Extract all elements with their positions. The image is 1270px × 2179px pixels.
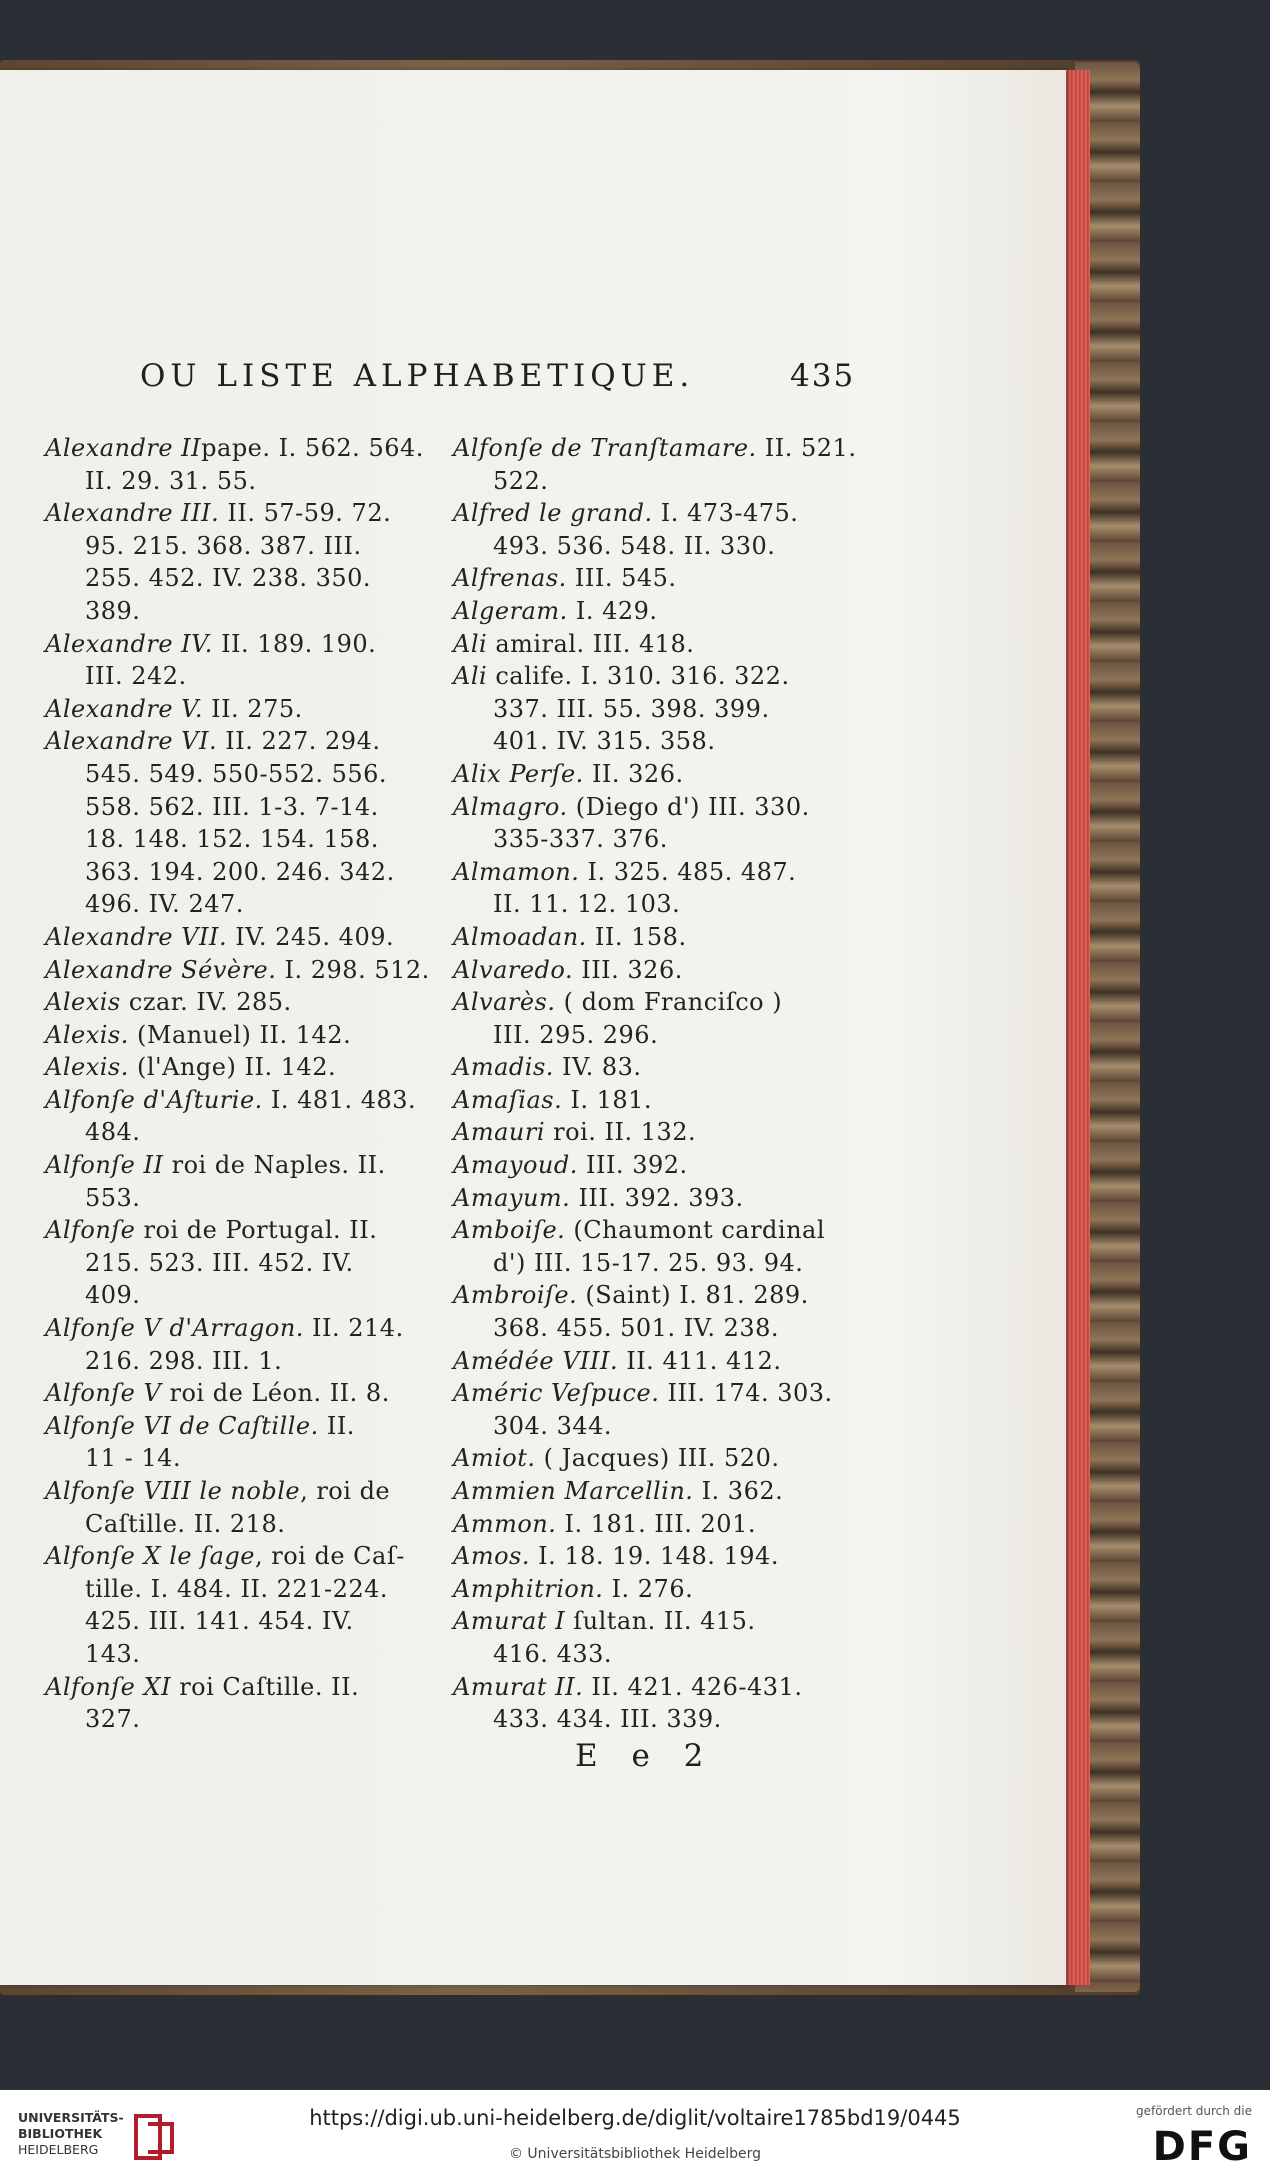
index-entry-refs: , roi de Caſ-	[255, 1542, 405, 1571]
index-line	[45, 693, 440, 726]
index-entry-refs: I. 181.	[562, 1085, 653, 1114]
index-line	[45, 497, 440, 530]
index-entry-name: Alexandre VI.	[45, 727, 218, 756]
index-entry-refs: 493. 536. 548. II. 330.	[493, 531, 776, 560]
index-entry-name: Amiot.	[453, 1444, 536, 1473]
index-line	[45, 1279, 440, 1312]
index-entry-refs: I. 276.	[603, 1574, 694, 1603]
index-entry-refs: I. 298. 512.	[276, 955, 430, 984]
index-entry-refs: III. 326.	[573, 955, 683, 984]
index-entry-refs: 389.	[85, 596, 141, 625]
library-line-3: HEIDELBERG	[18, 2142, 99, 2157]
signature-mark: E e 2	[575, 1738, 716, 1774]
index-line	[453, 823, 853, 856]
index-entry-name: Alfonſe d'Aſturie.	[45, 1085, 263, 1114]
index-line	[453, 856, 853, 889]
index-line	[453, 1410, 853, 1443]
index-line	[453, 1116, 853, 1149]
index-entry-refs: III. 295. 296.	[493, 1020, 659, 1049]
index-line	[45, 530, 440, 563]
index-line	[45, 758, 440, 791]
index-entry-refs: roi de Léon. II. 8.	[161, 1379, 390, 1408]
index-line	[453, 1605, 853, 1638]
index-entry-refs: 143.	[85, 1639, 141, 1668]
index-line	[45, 1475, 440, 1508]
footer-bar	[0, 2090, 1270, 2179]
index-entry-refs: II.	[318, 1411, 355, 1440]
index-entry-refs: 18. 148. 152. 154. 158.	[85, 825, 379, 854]
index-line	[453, 562, 853, 595]
index-entry-refs: 409.	[85, 1281, 141, 1310]
index-entry-name: Amadis.	[453, 1053, 554, 1082]
index-line	[45, 660, 440, 693]
index-line	[45, 725, 440, 758]
index-line	[45, 1703, 440, 1736]
index-entry-refs: I. 18. 19. 148. 194.	[529, 1542, 779, 1571]
index-entry-refs: czar. IV. 285.	[120, 988, 292, 1017]
index-entry-name: Alexandre Sévère.	[45, 955, 277, 984]
index-entry-name: Alfonſe de Tranſtamare.	[453, 434, 757, 462]
index-entry-refs: II. 57-59. 72.	[219, 499, 392, 528]
index-entry-refs: IV. 245. 409.	[227, 922, 395, 951]
running-head: OU LISTE ALPHABETIQUE.	[140, 358, 695, 394]
index-line	[453, 1051, 853, 1084]
index-entry-refs: 433. 434. III. 339.	[493, 1705, 722, 1734]
index-entry-refs: II. 189. 190.	[212, 629, 377, 658]
index-entry-name: Amos.	[453, 1542, 530, 1571]
index-entry-refs: 95. 215. 368. 387. III.	[85, 531, 362, 560]
index-line	[45, 1051, 440, 1084]
index-entry-name: Alfonſe II	[45, 1151, 164, 1180]
index-entry-name: Améric Veſpuce.	[453, 1379, 660, 1408]
index-entry-refs: ſultan. II. 415.	[565, 1607, 756, 1636]
index-entry-refs: II. 521.	[756, 434, 857, 462]
index-line	[453, 1279, 853, 1312]
index-line	[45, 921, 440, 954]
index-entry-name: Alexis.	[45, 1053, 129, 1082]
index-line	[45, 595, 440, 628]
index-line	[45, 954, 440, 987]
index-entry-name: Alexandre IV.	[45, 629, 213, 658]
index-entry-refs: 553.	[85, 1183, 141, 1212]
index-line	[453, 1312, 853, 1345]
index-line	[45, 823, 440, 856]
index-entry-refs: (Manuel) II. 142.	[128, 1020, 352, 1049]
index-line	[45, 1410, 440, 1443]
index-line	[45, 1345, 440, 1378]
index-entry-refs: (l'Ange) II. 142.	[128, 1053, 337, 1082]
index-entry-refs: 522.	[493, 466, 549, 495]
index-entry-refs: I. 325. 485. 487.	[579, 857, 797, 886]
index-entry-refs: II. 411. 412.	[618, 1346, 782, 1375]
index-line	[453, 1638, 853, 1671]
index-line	[453, 497, 853, 530]
index-entry-refs: roi Caſtille. II.	[171, 1672, 360, 1701]
index-entry-name: Amédée VIII.	[453, 1346, 619, 1375]
index-line	[453, 1377, 853, 1410]
index-entry-name: Ali	[453, 662, 488, 691]
index-line	[453, 1214, 853, 1247]
index-entry-refs: II. 214.	[303, 1314, 404, 1343]
index-entry-name: Alexandre V.	[45, 694, 203, 723]
index-line	[453, 628, 853, 661]
index-line	[453, 1475, 853, 1508]
index-entry-refs: 335-337. 376.	[493, 825, 668, 854]
index-entry-refs: 215. 523. III. 452. IV.	[85, 1248, 354, 1277]
index-entry-refs: 401. IV. 315. 358.	[493, 727, 716, 756]
index-entry-name: Alexis	[45, 988, 121, 1017]
index-line	[453, 791, 853, 824]
index-entry-refs: III. 242.	[85, 662, 187, 691]
index-entry-refs: roi. II. 132.	[545, 1118, 697, 1147]
index-line	[453, 758, 853, 791]
index-line	[453, 921, 853, 954]
index-entry-refs: II. 29. 31. 55.	[85, 466, 257, 495]
index-entry-name: Almamon.	[453, 857, 580, 886]
index-line	[453, 1084, 853, 1117]
index-entry-refs: (Diego d') III. 330.	[567, 792, 810, 821]
index-entry-name: Amayoud.	[453, 1151, 578, 1180]
index-entry-refs: II. 326.	[583, 759, 684, 788]
index-entry-refs: 545. 549. 550-552. 556.	[85, 759, 388, 788]
index-line	[45, 856, 440, 889]
index-entry-refs: (Saint) I. 81. 289.	[577, 1281, 809, 1310]
index-entry-name: Alfonſe V	[45, 1379, 162, 1408]
index-entry-name: Ambroiſe.	[453, 1281, 578, 1310]
index-entry-refs: I. 429.	[567, 596, 658, 625]
index-entry-name: Amurat I	[453, 1607, 566, 1636]
index-entry-refs: II. 227. 294.	[217, 727, 381, 756]
index-line	[45, 1312, 440, 1345]
index-line	[453, 595, 853, 628]
index-line	[45, 1671, 440, 1704]
index-entry-refs: ( dom Franciſco )	[555, 988, 783, 1017]
index-entry-refs: 425. III. 141. 454. IV.	[85, 1607, 354, 1636]
index-line	[453, 986, 853, 1019]
index-line	[45, 432, 440, 465]
index-line	[45, 986, 440, 1019]
book-page	[0, 70, 1066, 1985]
index-entry-name: Alfonſe V d'Arragon.	[45, 1314, 304, 1343]
index-entry-name: Amboiſe.	[453, 1216, 566, 1245]
index-line	[45, 1605, 440, 1638]
index-entry-name: Alfonſe	[45, 1216, 136, 1245]
index-line	[453, 1671, 853, 1704]
dfg-logo[interactable]: DFG	[1152, 2124, 1252, 2170]
index-entry-name: Almagro.	[453, 792, 568, 821]
index-entry-name: Alfonſe X le ſage	[45, 1542, 255, 1571]
index-line	[453, 1345, 853, 1378]
index-entry-name: Alvaredo.	[453, 955, 574, 984]
index-line	[453, 1573, 853, 1606]
index-entry-name: Alfonſe VIII le noble	[45, 1477, 301, 1505]
index-entry-name: Alvarès.	[453, 988, 556, 1017]
index-entry-name: Alexis.	[45, 1020, 129, 1049]
index-entry-refs: III. 545.	[566, 564, 677, 593]
index-line	[45, 1182, 440, 1215]
index-line	[453, 1149, 853, 1182]
index-line	[453, 1019, 853, 1052]
index-line	[453, 432, 857, 465]
library-line-1: UNIVERSITÄTS-	[18, 2110, 124, 2125]
index-entry-refs: I. 473-475.	[652, 499, 799, 528]
index-entry-name: Ammon.	[453, 1509, 557, 1538]
page-number: 435	[790, 358, 856, 394]
index-entry-refs: 416. 433.	[493, 1639, 613, 1668]
index-line	[45, 1247, 440, 1280]
index-line	[453, 530, 853, 563]
index-line	[453, 1442, 853, 1475]
copyright-text: © Universitätsbibliothek Heidelberg	[508, 2146, 761, 2162]
index-line	[45, 1638, 440, 1671]
index-entry-name: Amaſias.	[453, 1085, 563, 1114]
index-line	[453, 1508, 853, 1541]
index-entry-name: Almoadan.	[453, 922, 587, 951]
index-line	[45, 1084, 440, 1117]
index-entry-refs: II. 421. 426-431.	[583, 1672, 803, 1701]
index-line	[453, 888, 853, 921]
index-entry-refs: (Chaumont cardinal	[565, 1216, 826, 1245]
index-entry-refs: III. 392.	[577, 1151, 688, 1180]
index-entry-refs: II. 275.	[202, 694, 303, 723]
index-entry-refs: III. 392. 393.	[570, 1183, 744, 1212]
index-entry-refs: 327.	[85, 1705, 141, 1734]
index-line	[453, 465, 853, 498]
index-entry-name: Alexandre VII.	[45, 922, 228, 951]
index-line	[453, 693, 853, 726]
index-line	[45, 1214, 440, 1247]
index-entry-name: Alfred le grand.	[453, 499, 653, 528]
funding-label: gefördert durch die	[1136, 2104, 1252, 2118]
index-line	[45, 1149, 440, 1182]
document-url-link[interactable]: https://digi.ub.uni-heidelberg.de/diglit/voltaire1785bd19/0445	[309, 2106, 961, 2130]
index-line	[45, 562, 440, 595]
index-line	[453, 1703, 853, 1736]
index-entry-refs: tille. I. 484. II. 221-224.	[85, 1574, 389, 1603]
index-entry-refs: 496. IV. 247.	[85, 890, 244, 919]
index-entry-name: Alfrenas.	[453, 564, 567, 593]
index-entry-refs: , roi de	[300, 1477, 391, 1505]
index-line	[45, 465, 440, 498]
index-entry-name: Algeram.	[453, 596, 568, 625]
index-line	[45, 1508, 440, 1541]
index-entry-name: Ammien Marcellin.	[453, 1477, 694, 1505]
index-entry-refs: ( Jacques) III. 520.	[535, 1444, 780, 1473]
index-entry-refs: II. 158.	[586, 922, 687, 951]
index-entry-refs: 255. 452. IV. 238. 350.	[85, 564, 372, 593]
index-line	[453, 954, 853, 987]
index-entry-name: Amphitrion.	[453, 1574, 604, 1603]
library-line-2: BIBLIOTHEK	[18, 2126, 103, 2141]
index-entry-refs: II. 11. 12. 103.	[493, 890, 681, 919]
index-entry-refs: I. 362.	[693, 1477, 784, 1505]
index-entry-name: Alix Perſe.	[453, 759, 584, 788]
index-entry-name: Alexandre II	[45, 434, 202, 462]
index-entry-refs: roi de Naples. II.	[163, 1151, 386, 1180]
index-entry-name: Ali	[453, 629, 488, 658]
index-entry-refs: 363. 194. 200. 246. 342.	[85, 857, 395, 886]
index-entry-refs: amiral. III. 418.	[487, 629, 695, 658]
index-entry-refs: IV. 83.	[553, 1053, 642, 1082]
index-entry-name: Alexandre III.	[45, 499, 220, 528]
index-entry-refs: I. 181. III. 201.	[556, 1509, 756, 1538]
index-entry-refs: d') III. 15-17. 25. 93. 94.	[493, 1248, 804, 1277]
index-entry-refs: Caſtille. II. 218.	[85, 1509, 286, 1538]
index-entry-refs: 304. 344.	[493, 1411, 613, 1440]
index-entry-name: Amurat II.	[453, 1672, 584, 1701]
index-entry-name: Alfonſe VI de Caſtille.	[45, 1411, 319, 1440]
index-entry-refs: calife. I. 310. 316. 322.	[487, 662, 790, 691]
index-entry-name: Amauri	[453, 1118, 546, 1147]
index-line	[453, 1540, 853, 1573]
index-entry-refs: 337. III. 55. 398. 399.	[493, 694, 770, 723]
index-line	[45, 888, 440, 921]
index-entry-name: Amayum.	[453, 1183, 571, 1212]
index-line	[453, 660, 853, 693]
index-line	[453, 1247, 853, 1280]
index-entry-refs: 368. 455. 501. IV. 238.	[493, 1314, 780, 1343]
index-entry-refs: 216. 298. III. 1.	[85, 1346, 283, 1375]
index-line	[45, 1442, 440, 1475]
index-line	[45, 1573, 440, 1606]
index-entry-refs: roi de Portugal. II.	[135, 1216, 378, 1245]
index-entry-refs: 484.	[85, 1118, 141, 1147]
index-line	[453, 1182, 853, 1215]
index-entry-refs: pape. I. 562. 564.	[201, 434, 424, 462]
index-line	[45, 1116, 440, 1149]
index-line	[45, 1019, 440, 1052]
index-line	[45, 628, 440, 661]
index-line	[45, 791, 440, 824]
index-column-left	[45, 432, 440, 1736]
index-entry-name: Alfonſe XI	[45, 1672, 172, 1701]
index-line	[453, 725, 853, 758]
index-column-right	[453, 432, 857, 1736]
index-entry-refs: III. 174. 303.	[659, 1379, 833, 1408]
index-line	[45, 1377, 440, 1410]
index-entry-refs: 558. 562. III. 1-3. 7-14.	[85, 792, 379, 821]
index-entry-refs: I. 481. 483.	[262, 1085, 417, 1114]
index-entry-refs: 11 - 14.	[85, 1444, 182, 1473]
index-line	[45, 1540, 440, 1573]
